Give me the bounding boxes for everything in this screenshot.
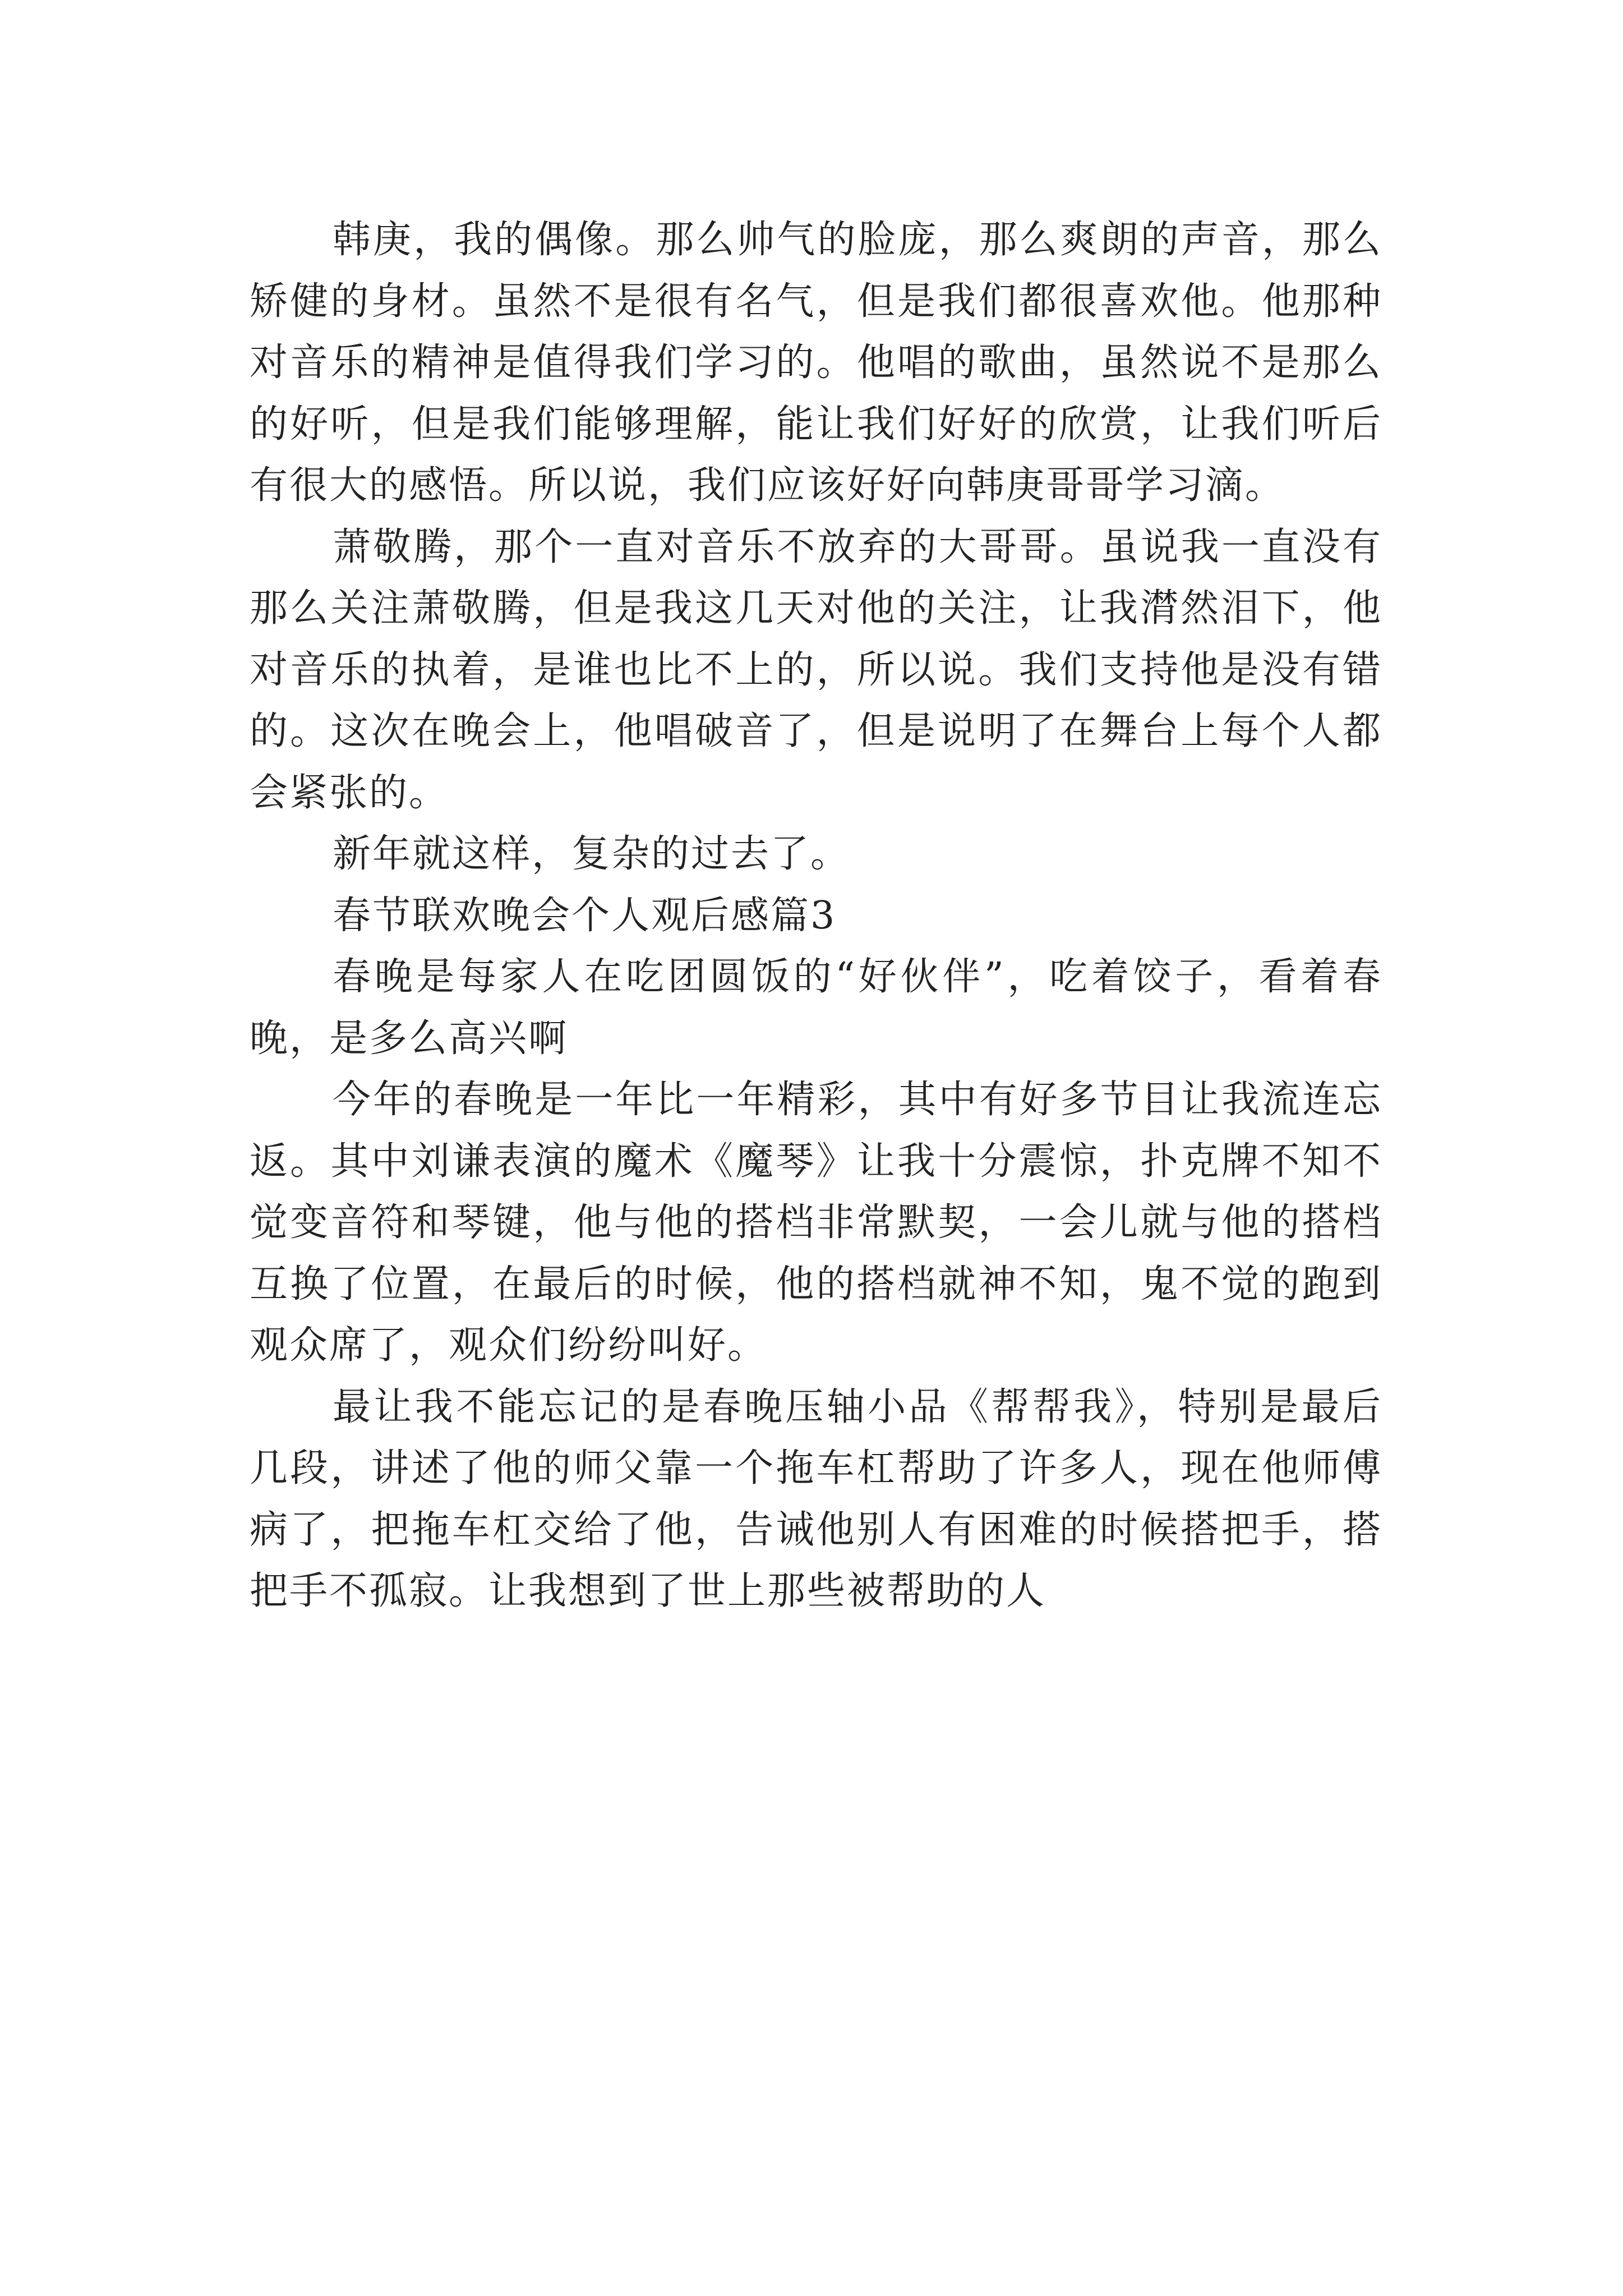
paragraph-han-geng: 韩庚，我的偶像。那么帅气的脸庞，那么爽朗的声音，那么矫健的身材。虽然不是很有名气，但是我们都很喜欢他。他那种对音乐的精神是值得我们学习的。他唱的歌曲，虽然说不是那么的好听，但是我们能够理解，能让我们好好的欣赏，让我们听后有很大的感悟。所以说，我们应该好好向韩庚哥哥学习滴。 <box>250 218 1382 508</box>
paragraph-skit: 最让我不能忘记的是春晚压轴小品《帮帮我》，特别是最后几段，讲述了他的师父靠一个拖车杠帮助了许多人，现在他师傅病了，把拖车杠交给了他，告诫他别人有困难的时候搭把手，搭把手不孤寂。让我想到了世上那些被帮助的人 <box>250 1384 1382 1613</box>
paragraph-magic-show: 今年的春晚是一年比一年精彩，其中有好多节目让我流连忘返。其中刘谦表演的魔术《魔琴》让我十分震惊，扑克牌不知不觉变音符和琴键，他与他的搭档非常默契，一会儿就与他的搭档互换了位置，在最后的时候，他的搭档就神不知，鬼不觉的跑到观众席了，观众们纷纷叫好。 <box>250 1078 1382 1368</box>
paragraph-new-year: 新年就这样，复杂的过去了。 <box>333 832 851 876</box>
paragraph-xiao-jingteng: 萧敬腾，那个一直对音乐不放弃的大哥哥。虽说我一直没有那么关注萧敬腾，但是我这几天对他的关注，让我潸然泪下，他对音乐的执着，是谁也比不上的，所以说。我们支持他是没有错的。这次在晚会上，他唱破音了，但是说明了在舞台上每个人都会紧张的。 <box>250 524 1382 815</box>
document-body <box>250 209 1382 1622</box>
paragraph-good-partner: 春晚是每家人在吃团圆饭的“好伙伴”，吃着饺子，看着春晚，是多么高兴啊 <box>250 955 1382 1061</box>
section-heading: 春节联欢晚会个人观后感篇3 <box>333 893 837 938</box>
